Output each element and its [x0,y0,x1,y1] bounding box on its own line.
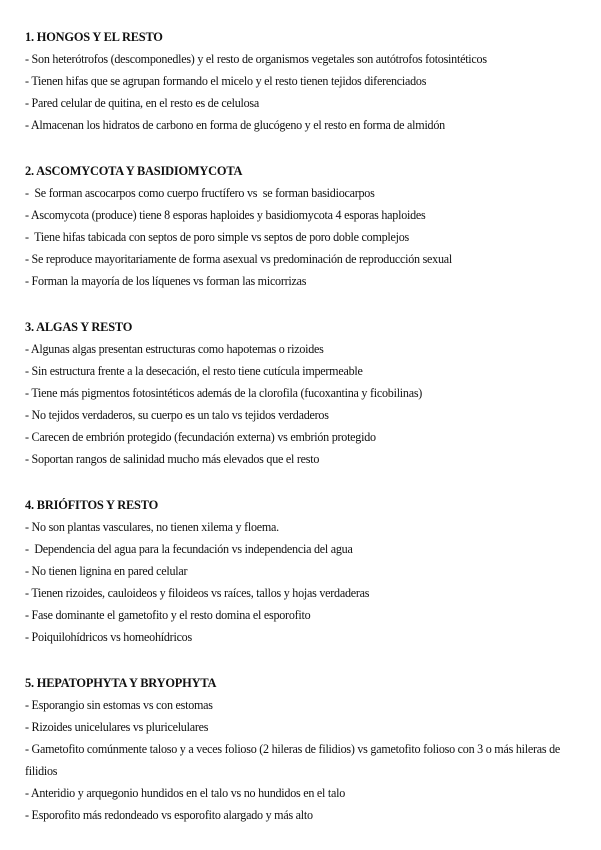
list-item: - Sin estructura frente a la desecación, el resto tiene cutícula impermeable [25,364,363,378]
list-item: - Pared celular de quitina, en el resto es de celulosa [25,96,259,110]
document [25,26,593,850]
list-item: - Algunas algas presentan estructuras como hapotemas o rizoides [25,342,324,356]
list-item: - Forman la mayoría de los líquenes vs forman las micorrizas [25,274,307,288]
list-item: - No tienen lignina en pared celular [25,564,188,578]
list-item: - Gametofito comúnmente taloso y a veces folioso (2 hileras de filidios) vs gametofito folioso con 3 o más hileras de filidios [25,742,560,778]
list-item: - Anteridio y arquegonio hundidos en el talo vs no hundidos en el talo [25,786,346,800]
list-item: - Tienen rizoides, cauloideos y filoideos vs raíces, tallos y hojas verdaderas [25,586,370,600]
list-item: - Tienen hifas que se agrupan formando el micelo y el resto tienen tejidos diferenciados [25,74,427,88]
list-item: - Almacenan los hidratos de carbono en forma de glucógeno y el resto en forma de almidón [25,118,445,132]
list-item: - No tejidos verdaderos, su cuerpo es un talo vs tejidos verdaderos [25,408,329,422]
list-item: - Se forman ascocarpos como cuerpo fructífero vs se forman basidiocarpos [25,186,375,200]
section-ascomycota [25,160,593,292]
list-item: - Ascomycota (produce) tiene 8 esporas haploides y basidiomycota 4 esporas haploides [25,208,426,222]
section-title: 4. BRIÓFITOS Y RESTO [25,498,159,512]
section-title: 3. ALGAS Y RESTO [25,320,133,334]
list-item: - Rizoides unicelulares vs pluricelulares [25,720,209,734]
section-briofitos [25,494,593,648]
section-hepatophyta [25,672,593,826]
section-title: 2. ASCOMYCOTA Y BASIDIOMYCOTA [25,164,243,178]
list-item: - Son heterótrofos (descomponedles) y el resto de organismos vegetales son autótrofos fotosintéticos [25,52,487,66]
section-algas [25,316,593,470]
list-item: - Tiene más pigmentos fotosintéticos además de la clorofila (fucoxantina y ficobilinas) [25,386,423,400]
list-item: - Fase dominante el gametofito y el resto domina el esporofito [25,608,311,622]
list-item: - Dependencia del agua para la fecundación vs independencia del agua [25,542,353,556]
list-item: - Carecen de embrión protegido (fecundación externa) vs embrión protegido [25,430,376,444]
list-item: - Poiquilohídricos vs homeohídricos [25,630,192,644]
section-title: 1. HONGOS Y EL RESTO [25,30,163,44]
list-item: - Esporofito más redondeado vs esporofito alargado y más alto [25,808,313,822]
list-item: - No son plantas vasculares, no tienen xilema y floema. [25,520,279,534]
section-hongos [25,26,593,136]
list-item: - Esporangio sin estomas vs con estomas [25,698,213,712]
section-title: 5. HEPATOPHYTA Y BRYOPHYTA [25,676,217,690]
list-item: - Soportan rangos de salinidad mucho más elevados que el resto [25,452,320,466]
list-item: - Se reproduce mayoritariamente de forma asexual vs predominación de reproducción sexual [25,252,452,266]
list-item: - Tiene hifas tabicada con septos de poro simple vs septos de poro doble complejos [25,230,409,244]
